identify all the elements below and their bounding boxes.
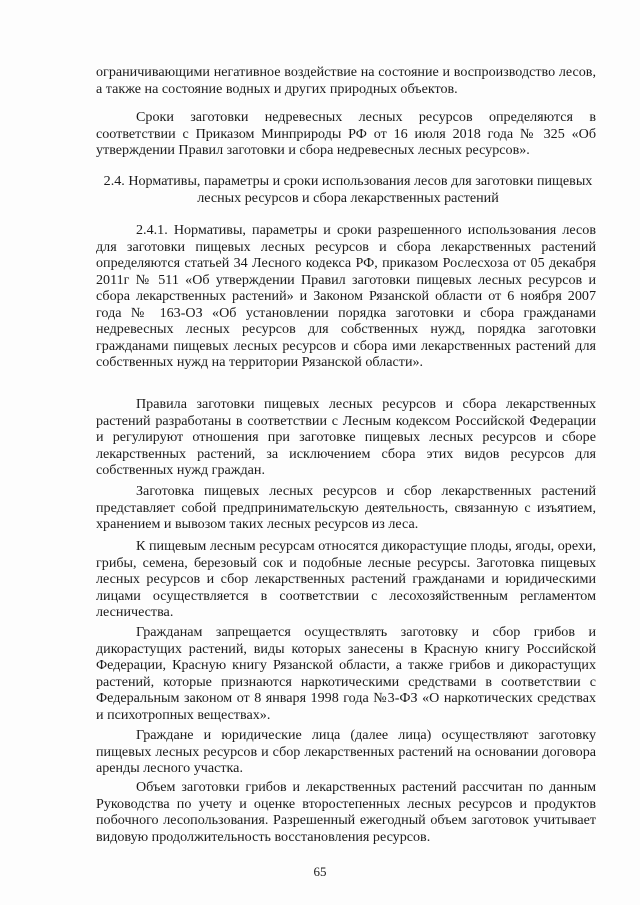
- paragraph-harvest-terms: Сроки заготовки недревесных лесных ресурсов определяются в соответствии с Приказом Минприроды РФ от 16 июля 2018 года № 325 «Об утверждении Правил заготовки и сбора недревесных лесных ресурсов».: [96, 109, 596, 158]
- paragraph-continuation: ограничивающими негативное воздействие на состояние и воспроизводство лесов, а также на состояние водных и других природных объектов.: [96, 64, 596, 97]
- paragraph-2-4-1: 2.4.1. Нормативы, параметры и сроки разрешенного использования лесов для заготовки пищевых лесных ресурсов и сбора лекарственных растений определяются статьей 34 Лесного кодекса РФ, приказом Рослесхоза от 05 декабря 2011г № 511 «Об утверждении Правил заготовки пищевых лесных ресурсов и сбора лекарственных растений» и Законом Рязанской области от 6 ноября 2007 года № 163-ОЗ «Об установлении порядка заготовки и сбора гражданами недревесных лесных ресурсов для собственных нужд, порядка заготовки гражданами пищевых лесных ресурсов и сбора ими лекарственных растений для собственных нужд на территории Рязанской области».: [96, 222, 596, 370]
- paragraph-food-resources: К пищевым лесным ресурсам относятся дикорастущие плоды, ягоды, орехи, грибы, семена, березовый сок и подобные лесные ресурсы. Заготовка пищевых лесных ресурсов и сбор лекарственных растений гражданами и юридическими лицами осуществляется в соответствии с лесохозяйственным регламентом лесничества.: [96, 538, 596, 620]
- page-number: 65: [313, 864, 327, 879]
- paragraph-rules: Правила заготовки пищевых лесных ресурсов и сбора лекарственных растений разработаны в соответствии с Лесным кодексом Российской Федерации и регулируют отношения при заготовке пищевых лесных ресурсов и сборе лекарственных растений, за исключением сбора этих видов ресурсов для собственных нужд граждан.: [96, 396, 596, 478]
- section-heading-2-4: 2.4. Нормативы, параметры и сроки использования лесов для заготовки пищевых лесных ресурсов и сбора лекарственных растений: [103, 173, 593, 206]
- paragraph-lease-basis: Граждане и юридические лица (далее лица) осуществляют заготовку пищевых лесных ресурсов и сбор лекарственных растений на основании договора аренды лесного участка.: [96, 727, 596, 776]
- paragraph-business-activity: Заготовка пищевых лесных ресурсов и сбор лекарственных растений представляет собой предпринимательскую деятельность, связанную с изъятием, хранением и вывозом таких лесных ресурсов из леса.: [96, 483, 596, 532]
- paragraph-harvest-volume: Объем заготовки грибов и лекарственных растений рассчитан по данным Руководства по учету и оценке второстепенных лесных ресурсов и продуктов побочного лесопользования. Разрешенный ежегодный объем заготовок учитывает видовую продолжительность восстановления ресурсов.: [96, 779, 596, 845]
- paragraph-prohibitions: Гражданам запрещается осуществлять заготовку и сбор грибов и дикорастущих растений, виды которых занесены в Красную книгу Российской Федерации, Красную книгу Рязанской области, а также грибов и дикорастущих растений, которые признаются наркотическими средствами в соответствии с Федеральным законом от 8 января 1998 года №3-ФЗ «О наркотических средствах и психотропных веществах».: [96, 624, 596, 723]
